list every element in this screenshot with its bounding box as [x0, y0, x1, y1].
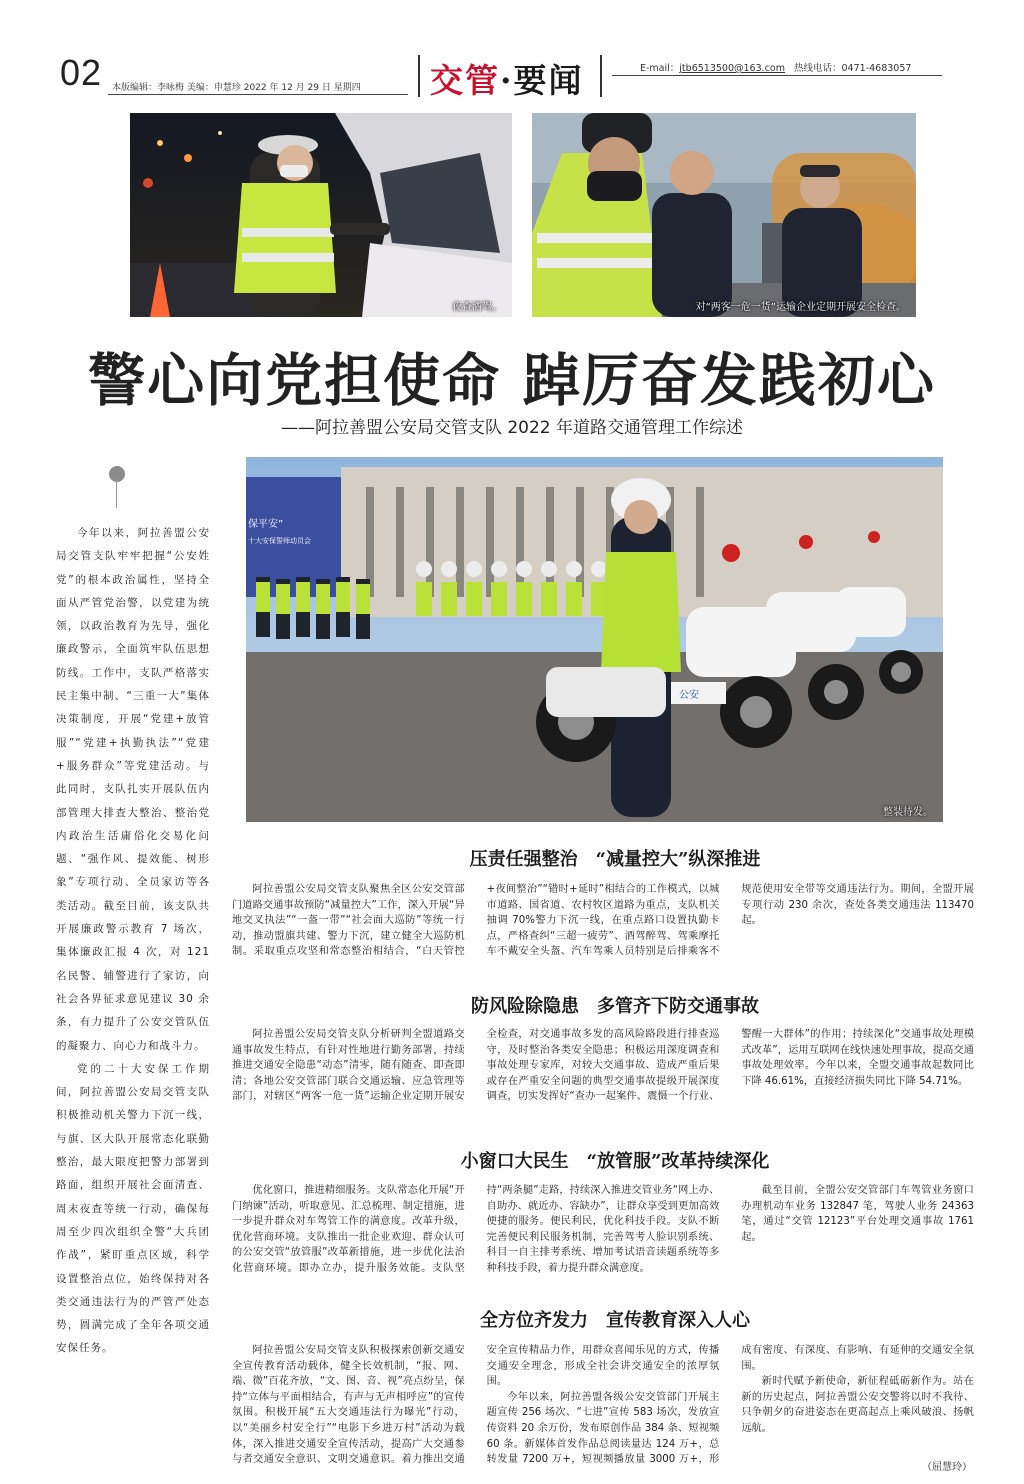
- photo-night-check: [130, 113, 512, 317]
- page-number: 02: [60, 52, 103, 93]
- article-4-paragraph: 阿拉善盟公安局交管支队积极探索创新交通安全宣传教育活动载体，健全长效机制，“报、网、端、微”百花齐放，“文、图、音、视”亮点纷呈，保持“立体与平面相结合，有声与无声相呼应”的宣传氛围。积极开展“五大交通违法行为曝光”行动，以“美丽乡村安全行”“电影下乡进万村”活动为载体，深入推进交通安全宣传活动，提高广大交通参与者交通安全意识、文明交通意识。着力推出交通安全宣传精品力作，用群众喜闻乐见的方式，传播交通安全理念，形成全社会讲交通安全的浓厚氛围。: [232, 1345, 720, 1466]
- article-3-paragraph: 截至目前，全盟公安交管部门车驾管业务窗口办理机动车业务 132847 笔，驾驶人业务 24363 笔，通过“交管 12123”平台处理交通事故 1761 起。: [741, 1185, 974, 1243]
- editor-credits: 本版编辑：李咏梅 美编：申慧珍 2022 年 12 月 29 日 星期四: [112, 83, 361, 93]
- photo-inspection-caption: 对“两客一危一货”运输企业定期开展安全检查。: [695, 302, 906, 313]
- section-divider-right: [600, 55, 602, 97]
- photo-ready-to-go: [246, 457, 943, 822]
- banner-subtext: 十大安保誓师动员会: [248, 537, 311, 545]
- sub-headline: ——阿拉善盟公安局交管支队 2022 年道路交通管理工作综述: [280, 418, 744, 438]
- article-3-body: [232, 1183, 974, 1283]
- photo-enterprise-inspection: [532, 113, 916, 317]
- section-title-b: 要闻: [513, 61, 584, 100]
- masthead-rule-right: [612, 75, 942, 76]
- inspection-illustration: [532, 113, 916, 317]
- banner-text: 保平安”: [248, 519, 284, 530]
- section-title-dot: ·: [500, 61, 514, 100]
- article-1-body: [232, 882, 974, 976]
- night-check-illustration: [130, 113, 512, 317]
- sidebar-bullet-dot: [109, 466, 125, 482]
- sidebar-paragraph: 党的二十大安保工作期间，阿拉善盟公安局交管支队积极推动机关警力下沉一线，与旗、区大队开展常态化联勤整治，最大限度把警力部署到路面，组织开展社会面清查、周末夜查等统一行动，确保每周至少四次组织全警“大兵团作战”，紧盯重点区域，科学设置整治点位，始终保持对各类交通违法行为的严管严处态势，圆满完成了全年各项交通安保任务。: [56, 1062, 210, 1355]
- hotline: 热线电话：0471-4683057: [794, 63, 912, 74]
- article-4-paragraph: 新时代赋予新使命，新征程砥砺新作为。站在新的历史起点，阿拉善盟公安交警将以时不我待、只争朝夕的奋进姿态在更高起点上乘风破浪、扬帆远航。: [741, 1376, 974, 1434]
- article-2-body: [232, 1027, 974, 1137]
- main-headline: 警心向党担使命 踔厉奋发践初心: [88, 347, 936, 414]
- article-3-title: 小窗口大民生 “放管服”改革持续深化: [460, 1151, 770, 1172]
- article-1-title: 压责任强整治 “减量控大”纵深推进: [469, 849, 761, 870]
- section-divider-left: [418, 55, 420, 97]
- section-title: [430, 55, 584, 102]
- article-2-paragraph: 阿拉善盟公安局交管支队分析研判全盟道路交通事故发生特点，有针对性地进行勤务部署，持续推进交通安全隐患“动态”清零，随有随查、即查即清；各地公安交管部门联合交通运输、应急管理等部门，对辖区“两客一危一货”运输企业定期开展安全检查，对交通事故多发的高风险路段进行排查巡守，及时整治各类安全隐患；积极运用深度调查和事故处理专家库，对较大交通事故、造成严重后果或存在严重安全问题的典型交通事故提级开展深度调查，切实发挥好“查办一起案件、震慑一个行业、警醒一大群体”的作用；持续深化“交通事故处理模式改革”，运用互联网在线快速处理事故，提高交通事故处理效率。今年以来，全盟交通事故起数同比下降 46.61%，直接经济损失同比下降 54.71%。: [232, 1029, 974, 1103]
- photo-night-check-caption: 夜查酒驾。: [452, 302, 502, 313]
- author-byline: （屈慧玲）: [922, 1462, 972, 1473]
- article-4-paragraph: 今年以来，阿拉善盟各级公安交管部门开展主题宣传 256 场次、“七进”宣传 583 场次，发放宣传资料 20 余万份，发布原创作品 384 条、短视频 60 条。新媒体首发作品总阅读量达 124 万+，总转发量 7200 万+，短视频播放量 3000 万+，形成有密度、有深度、有影响、有延伸的交通安全氛围。: [486, 1345, 974, 1466]
- motorcycle-label: 公安: [679, 690, 699, 701]
- article-4-title: 全方位齐发力 宣传教育深入人心: [480, 1310, 750, 1331]
- sidebar-column: [56, 522, 210, 1361]
- article-4-body: [232, 1343, 974, 1468]
- article-1-paragraph: 阿拉善盟公安局交管支队聚焦全区公安交管部门道路交通事故预防“减量控大”工作，深入开展“异地交叉执法”“一盔一带”“社会面大巡防”等统一行动，推动盟旗共建、警力下沉，建立健全大巡防机制。采取重点攻坚和常态整治相结合，“白天管控+夜间整治”“错时+延时”相结合的工作模式，以城市道路、国省道、农村牧区道路为重点，支队机关抽调 70%警力下沉一线，在重点路口设置执勤卡点，严格查纠“三超一疲劳”、酒驾醉驾、驾乘摩托车不戴安全头盔、汽车驾乘人员特别是后排乘客不规范使用安全带等交通违法行为。期间，全盟开展专项行动 230 余次，查处各类交通违法 113470 起。: [232, 884, 974, 958]
- article-3-paragraph: 优化窗口，推进精细服务。支队常态化开展“开门纳谏”活动，听取意见、汇总梳理、制定措施，进一步提升群众对车驾管工作的满意度。改革升级，优化营商环境。支队推出一批企业欢迎、群众认可的公安交管“放管服”改革新措施，进一步优化法治化营商环境。即办立办，提升服务效能。支队坚持“两条腿”走路，持续深入推进交管业务“网上办、自助办、就近办、容缺办”，让群众享受到更加高效便捷的服务。便民利民，优化科技手段。支队不断完善便民利民服务机制，完善驾考人脸识别系统、科目一自主排考系统、增加考试语音读题系统等多种科技手段，着力提升群众满意度。: [232, 1185, 720, 1274]
- contact-info: [640, 60, 911, 74]
- sidebar-paragraph: 今年以来，阿拉善盟公安局交管支队牢牢把握“公安姓党”的根本政治属性，坚持全面从严管党治警，以党建为统领，以政治教育为先导，强化廉政警示，全面筑牢队伍思想防线。工作中，支队严格落实民主集中制、“三重一大”集体决策制度，开展“党建+放管服”“党建+执勤执法”“党建+服务群众”等党建活动。与此同时，支队扎实开展队伍内部管理大排查大整治、整治党内政治生活庸俗化交易化问题、“强作风、提效能、树形象”专项行动、全员家访等各类活动。截至目前，该支队共开展廉政警示教育 7 场次，集体廉政汇报 4 次，对 121 名民警、辅警进行了家访，向社会各界征求意见建议 30 余条，有力提升了公安交管队伍的凝聚力、向心力和战斗力。: [56, 527, 210, 1052]
- email-link[interactable]: jtb6513500@163.com: [679, 63, 785, 74]
- ready-to-go-illustration: [246, 457, 943, 822]
- photo-main-caption: 整装待发。: [883, 807, 933, 818]
- masthead-rule-left: [108, 94, 408, 95]
- email-label: E-mail：: [640, 63, 680, 74]
- section-title-a: 交管: [430, 61, 500, 100]
- sidebar-bullet-line: [116, 478, 117, 508]
- article-2-title: 防风险除隐患 多管齐下防交通事故: [471, 996, 759, 1017]
